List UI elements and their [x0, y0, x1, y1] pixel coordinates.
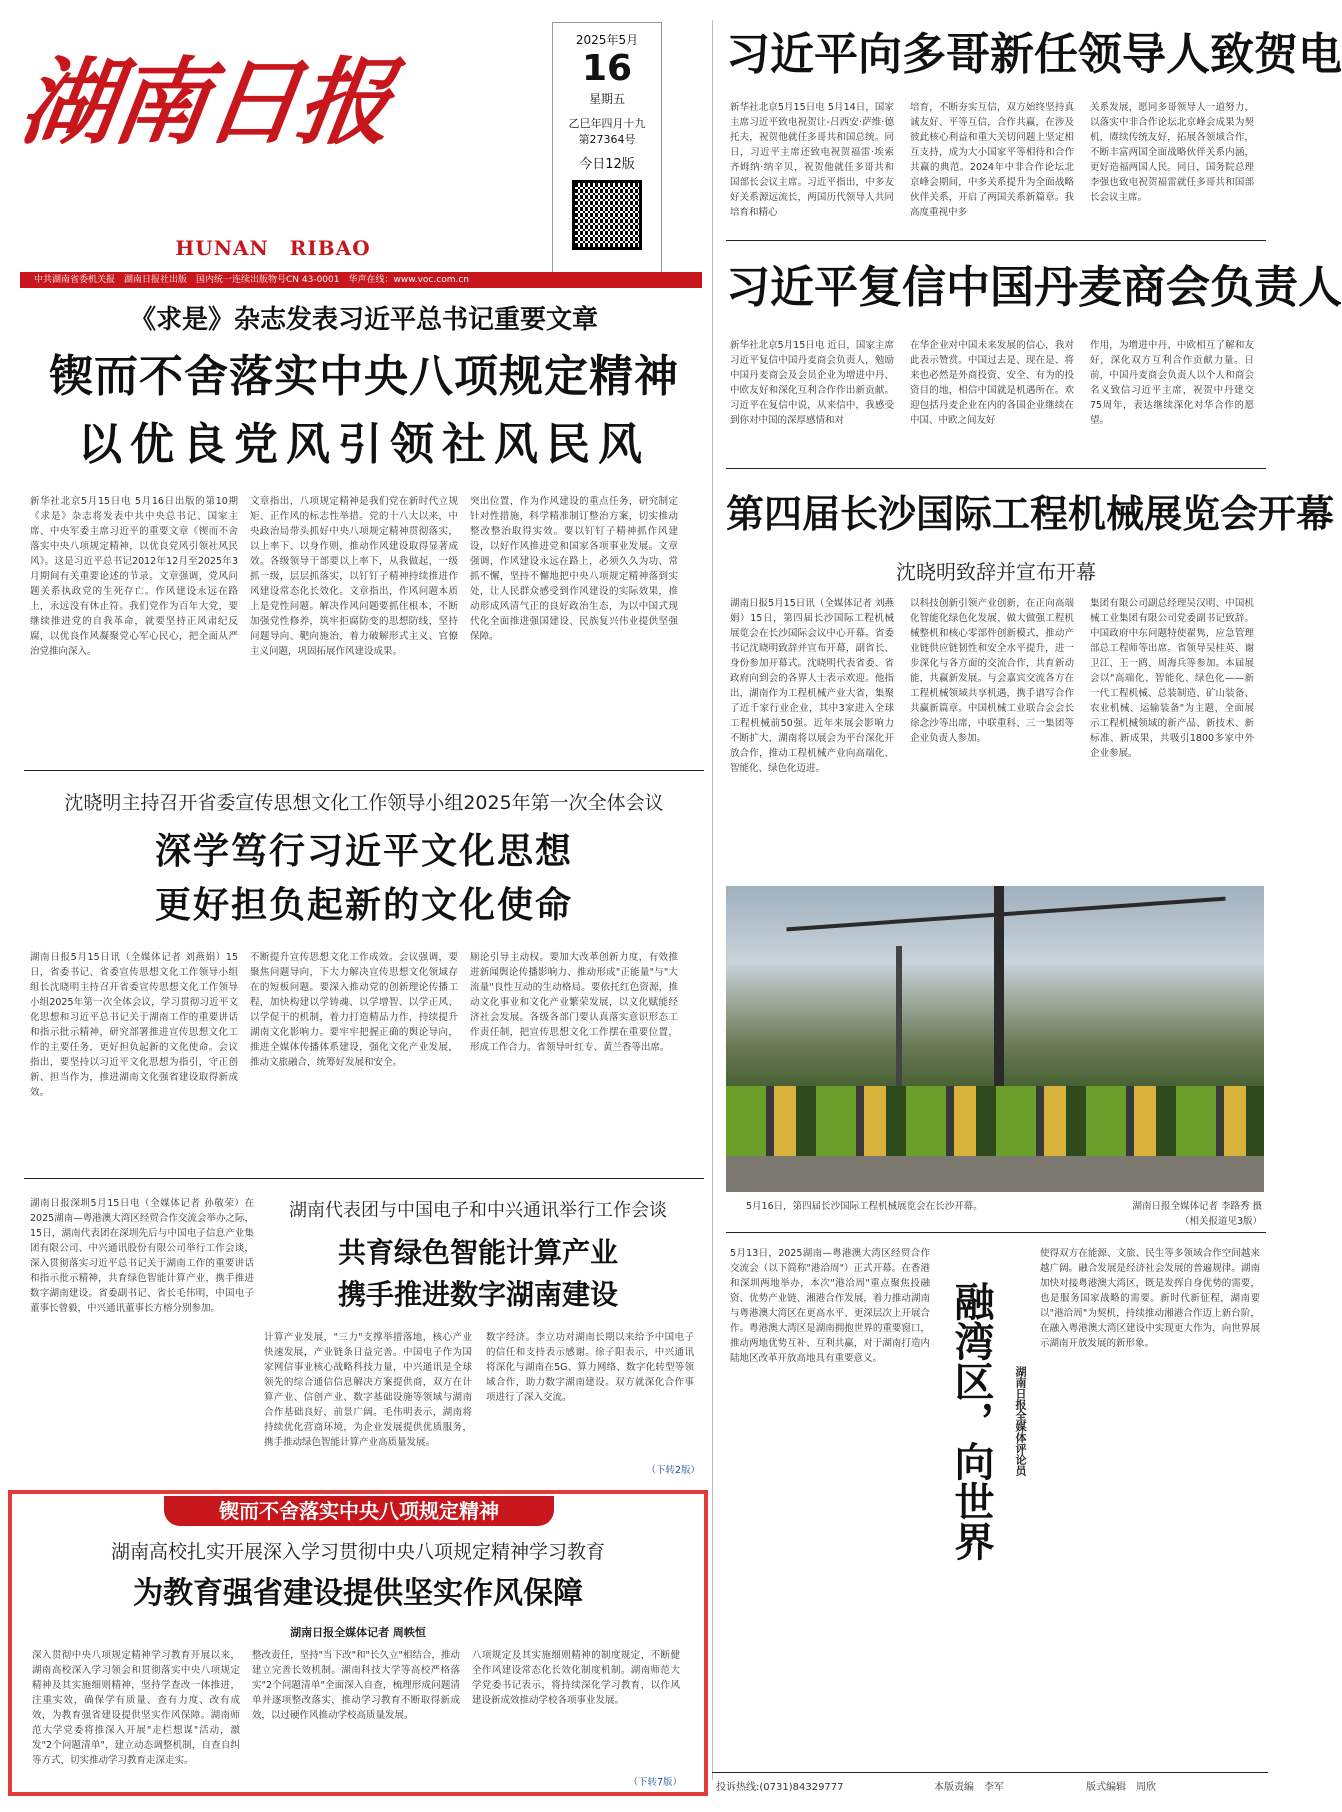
story1-col1: 新华社北京5月15日电 5月14日，国家主席习近平致电祝贺让-吕西安·萨维·德托夫，祝贺他就任多哥共和国总统。同日，习近平主席还致电祝贺福雷·埃索齐姆纳·纳辛贝，祝贺他就任多哥共和国部长会议主席。习近平指出，中多友好关系源远流长，两国历代领导人共同培育和精心	[730, 102, 894, 218]
story1-col2: 培育，不断夯实互信，双方始终坚持真诚友好、平等互信，合作共赢，在涉及彼此核心利益和重大关切问题上坚定相互支持，成为大小国家平等相待和合作共赢的典范。2024年中非合作论坛北京峰会期间，中多关系提升为全面战略伙伴关系，开启了两国关系新篇章。我高度重视中多	[910, 102, 1074, 218]
rule	[24, 770, 704, 771]
story6-title-line1: 共育绿色智能计算产业	[337, 1236, 618, 1269]
story7-continue[interactable]: （下转7版）	[628, 1777, 682, 1788]
story4-col3: 突出位置，作为作风建设的重点任务，研究制定针对性措施，科学精准制订整治方案，切实推动整改整治取得实效。要以钉钉子精神抓作风建设，以好作风推进党和国家各项事业发展。文章强调，作风建设永远在路上，必须久久为功、常抓不懈，坚持不懈地把中央八项规定精神落到实处，让人民群众感受到作风建设的实际效果，推动形成风清气正的良好政治生态，为以中国式现代化全面推进强国建设、民族复兴伟业提供坚强保障。	[470, 496, 678, 642]
crane-boom	[786, 897, 1225, 932]
story5-col2: 不断提升宣传思想文化工作成效。会议强调，要聚焦问题导向，下大力解决宣传思想文化领域存在的短板问题。要深入推动党的创新理论传播工程，加快构建以学铸魂、以学增智、以学正风、以学促干的机制，着力打造精品力作，持续提升湖南文化影响力。要牢牢把握正确的舆论导向，推进全媒体传播体系建设，强化文化产业发展，推动文旅融合，统筹好发展和安全。	[250, 952, 458, 1068]
lunar-date: 乙巳年四月十九	[568, 117, 646, 130]
newspaper-logo: 湖南日报	[14, 48, 398, 158]
expo-photo[interactable]	[726, 886, 1264, 1192]
story5-title-line2: 更好担负起新的文化使命	[154, 885, 573, 926]
story2-title: 习近平复信中国丹麦商会负责人	[726, 262, 1342, 313]
date-year-month: 2025年5月	[575, 33, 639, 47]
story4-col1: 新华社北京5月15日电 5月16日出版的第10期《求是》杂志将发表中共中央总书记、国家主席、中央军委主席习近平的重要文章《锲而不舍落实中央八项规定精神，以优良党风引领社风民风》。这是习近平总书记2012年12月至2025年3月期间有关重要论述的节录。文章强调，党风问题关系执政党的生死存亡。作风建设永远在路上，永远没有休止符。我们党作为百年大党，要继续推进党的自我革命，就要坚持正风肃纪反腐，以优良作风凝聚党心军心民心，把全面从严治党推向深入。	[30, 496, 238, 657]
story3-col2: 以科技创新引领产业创新，在正向高端化智能化绿色化发展、做大做强工程机械整机和核心零部件创新模式，推动产业链供应链韧性和安全水平提升，进一步深化与各方面的交流合作，共育新动能，共赢新发展。与会嘉宾交流各方在工程机械领域共享机遇，携手谱写合作共赢新篇章。中国机械工业联合会会长徐念沙等出席，中联重科、三一集团等企业负责人参加。	[910, 598, 1074, 744]
machinery-row	[726, 1086, 1264, 1156]
story7-banner: 锲而不舍落实中央八项规定精神	[164, 1496, 554, 1526]
rule	[24, 1178, 704, 1179]
story6-kicker: 湖南代表团与中国电子和中兴通讯举行工作会谈	[289, 1200, 667, 1221]
story6-col3: 数字经济。李立功对湖南长期以来给予中国电子的信任和支持表示感谢。徐子阳表示，中兴通讯将深化与湖南在5G、算力网络、数字化转型等领域合作，助力数字湖南建设。双方就深化合作事项进行了深入交流。	[486, 1332, 694, 1403]
story4-title-line2: 以优良党风引领社风民风	[78, 419, 650, 470]
photo-caption-left: 5月16日，第四届长沙国际工程机械展览会在长沙开幕。	[746, 1201, 983, 1212]
story7-kicker: 湖南高校扎实开展深入学习贯彻中央八项规定精神学习教育	[110, 1541, 605, 1563]
story6-col2: 计算产业发展，"三力"支撑举措落地，核心产业快速发展，产业链条日益完善。中国电子作为国家网信事业核心战略科技力量，中兴通讯是全球领先的综合通信信息解决方案提供商，双方在计算产业、信创产业、数字基础设施等领域与湖南合作基础良好，前景广阔。毛伟明表示，湖南将持续优化营商环境，为企业发展提供优质服务，携手推动绿色智能计算产业高质量发展。	[264, 1332, 472, 1448]
issue-number: 第27364号	[578, 133, 636, 146]
story8-byline: 湖南日报全媒体评论员	[1014, 1366, 1027, 1476]
photo-caption-note: （相关报道见3版）	[1179, 1216, 1262, 1227]
story5-kicker: 沈晓明主持召开省委宣传思想文化工作领导小组2025年第一次全体会议	[64, 792, 664, 814]
photo-caption-right: 湖南日报全媒体记者 李路秀 摄	[1132, 1201, 1262, 1212]
story3-title: 第四届长沙国际工程机械展览会开幕	[726, 492, 1335, 536]
publisher-bar	[20, 272, 702, 288]
story5-col3: 厕论引导主动权。要加大改革创新力度，有效推进新闻舆论传播影响力、推动形成"正能量"与"大流量"良性互动的生动格局。要依托红色资源，推动文化事业和文化产业繁荣发展，以文化赋能经济社会发展。各级各部门要认真落实意识形态工作责任制，把宣传思想文化工作摆在重要位置，形成工作合力。省领导叶红专、黄兰香等出席。	[470, 952, 678, 1053]
story7-col2: 整改责任，坚持"当下改"和"长久立"相结合，推动建立完善长效机制。湖南科技大学等高校严格落实"2个问题清单"全面深入自查，梳理形成问题清单并逐项整改落实，推动学习教育不断取得新成效，以过硬作风推动学校高质量发展。	[252, 1650, 460, 1721]
rule	[726, 1232, 1266, 1233]
footer-hotline: 投诉热线:(0731)84329777	[716, 1782, 844, 1793]
story2-col1: 新华社北京5月15日电 近日，国家主席习近平复信中国丹麦商会负责人，勉励中国丹麦商会及会员企业为增进中丹、中欧友好和深化互利合作作出新贡献。习近平在复信中说，从来信中，我感受到你对中国的深厚感情和对	[730, 340, 894, 426]
weekday: 星期五	[588, 92, 625, 106]
story4-kicker: 《求是》杂志发表习近平总书记重要文章	[129, 305, 598, 335]
story5-col1: 湖南日报5月15日讯（全媒体记者 刘燕娟）15日，省委书记、省委宣传思想文化工作领导小组组长沈晓明主持召开省委宣传思想文化工作领导小组2025年第一次全体会议，学习贯彻习近平文化思想和习近平总书记关于湖南工作的重要讲话和指示批示精神，研究部署推进宣传思想文化工作的主要任务，更好担负起新的文化使命。会议指出，要坚持以习近平文化思想为指引，守正创新、担当作为，推进湖南文化强省建设取得新成效。	[30, 952, 238, 1098]
column-divider	[712, 20, 713, 1780]
story2-col2: 在华企业对中国未来发展的信心，我对此表示赞赏。中国过去是、现在是、将来也必然是外商投资、安全、有为的投资目的地，相信中国就是机遇所在。欢迎包括丹麦企业在内的各国企业继续在中国、中欧之间友好	[910, 340, 1074, 426]
story7-col1: 深入贯彻中央八项规定精神学习教育开展以来，湖南高校深入学习领会和贯彻落实中央八项规定精神及其实施细则精神，坚持学查改一体推进，注重实效，确保学有质量、查有力度、改有成效，为教育强省建设提供坚实作风保障。湖南师范大学党委将推深入开展"走栏想谋"活动，激发"2个问题清单"，建立动态调整机制，自查自纠等方式，切实推动学习教育走深走实。	[32, 1650, 240, 1766]
qr-code[interactable]	[572, 180, 642, 250]
story6-title-line2: 携手推进数字湖南建设	[337, 1278, 618, 1311]
story6-col1: 湖南日报深圳5月15日电（全媒体记者 孙敬荣）在2025湖南—粤港澳大湾区经贸合作交流会举办之际，15日，湖南代表团在深圳先后与中国电子信息产业集团有限公司、中兴通讯股份有限公司举行工作会谈，深入贯彻落实习近平总书记关于湖南工作的重要讲话和指示批示精神，共育绿色智能计算产业，携手推进数字湖南建设。省委副书记、省长毛伟明，中国电子董事长曾毅，中兴通讯董事长方榕分别参加。	[30, 1198, 254, 1314]
story8-col2: 使得双方在能源、文旅、民生等多领域合作空间越来越广阔。融合发展是经济社会发展的普遍规律。湖南加快对接粤港澳大湾区，既是发挥自身优势的需要，也是服务国家战略的需要。新时代新征程，湖南要以"港洽周"为契机，持续推动湘港合作迈上新台阶，在融入粤港澳大湾区建设中实现更大作为，向世界展示湖南开放发展的新形象。	[1040, 1248, 1260, 1349]
footer-layout: 版式编辑 周欣	[1086, 1782, 1156, 1793]
story8-title: 融湾区，向世界	[948, 1281, 994, 1561]
publisher-line: 中共湖南省委机关报 湖南日报社出版 国内统一连续出版物号CN 43-0001 华声在线：www.voc.com.cn	[34, 275, 469, 285]
story3-col3: 集团有限公司副总经理吴汉明、中国机械工业集团有限公司党委副书记致辞。中国政府中东问题特使翟隽，应急管理部总工程师等出席。省领导吴桂英、谢卫江、王一鸥、周海兵等参加。本届展会以"高端化、智能化、绿色化——新一代工程机械、总装制造、矿山装备、农业机械、运输装备"为主题，全面展示工程机械领域的新产品、新技术、新标准、新成果，共吸引1800多家中外企业参展。	[1090, 598, 1254, 759]
story7-title: 为教育强省建设提供坚实作风保障	[133, 1576, 583, 1611]
story7-box	[8, 1490, 708, 1796]
footer-editor: 本版责编 李军	[934, 1782, 1004, 1793]
rule	[726, 468, 1266, 469]
rule	[726, 240, 1266, 241]
story1-title: 习近平向多哥新任领导人致贺电	[726, 29, 1342, 80]
newspaper-pinyin: HUNAN RIBAO	[175, 236, 371, 260]
story5-title-line1: 深学笃行习近平文化思想	[154, 831, 573, 872]
edition-count: 今日12版	[579, 157, 635, 172]
story7-byline: 湖南日报全媒体记者 周帙恒	[290, 1626, 426, 1639]
story1-col3: 关系发展，愿同多哥领导人一道努力，以落实中非合作论坛北京峰会成果为契机，赓续传统友好，拓展各领域合作，不断丰富两国全面战略伙伴关系内涵，更好造福两国人民。同日，国务院总理李强也致电祝贺福雷就任多哥共和国部长会议主席。	[1090, 102, 1254, 203]
date-box	[552, 22, 662, 276]
story7-col3: 八项规定及其实施细则精神的制度规定，不断健全作风建设常态化长效化制度机制。湖南师范大学党委书记表示，将持续深化学习教育，以作风建设新成效推动学校各项事业发展。	[472, 1650, 680, 1706]
date-day: 16	[581, 48, 633, 89]
story2-col3: 作用，为增进中丹、中欧相互了解和友好，深化双方互利合作贡献力量。日前，中国丹麦商会负责人以个人和商会名义致信习近平主席，祝贺中丹建交75周年，表达继续深化对华合作的愿望。	[1090, 340, 1254, 426]
story3-col1: 湖南日报5月15日讯（全媒体记者 刘燕娟）15日，第四届长沙国际工程机械展览会在长沙国际会议中心开幕。省委书记沈晓明致辞并宣布开幕，副省长、身份参加开幕式。沈晓明代表省委、省政府向到会的各界人士表示欢迎。他指出，湖南作为工程机械产业大省，集聚了近千家行业企业，其中3家进入全球工程机械前50强。近年来展会影响力不断扩大，湖南将以展会为平台深化开放合作，推动工程机械产业向高端化、智能化、绿色化迈进。	[730, 598, 894, 774]
story4-title-line1: 锲而不舍落实中央八项规定精神	[49, 351, 679, 402]
exhibition-ground	[726, 1156, 1264, 1192]
footer-rule	[712, 1772, 1268, 1773]
story3-subtitle: 沈晓明致辞并宣布开幕	[896, 560, 1096, 584]
story8-col1: 5月13日，2025湖南—粤港澳大湾区经贸合作交流会（以下简称"港洽周"）正式开幕。在香港和深圳两地举办，本次"港洽周"重点聚焦投融资、优势产业链、湘港合作发展，着力推动湖南与粤港澳大湾区在更高水平、更深层次上开展合作。粤港澳大湾区是湖南拥抱世界的重要窗口，推动两地优势互补、互利共赢，对于湖南打造内陆地区改革开放高地具有重要意义。	[730, 1248, 930, 1364]
story6-continue[interactable]: （下转2版）	[646, 1465, 700, 1476]
story4-col2: 文章指出，八项规定精神是我们党在新时代立规矩、正作风的标志性举措。党的十八大以来，中央政治局带头抓好中央八项规定精神贯彻落实，以上率下、以身作则，推动作风建设取得显著成效。各级领导干部要以上率下，从我做起，一级抓一级，层层抓落实，以钉钉子精神持续推进作风建设常态化长效化。文章指出，作风问题本质上是党性问题。解决作风问题要抓住根本，不断加强党性修养，筑牢拒腐防变的思想防线，坚持问题导向、靶向施治，着力破解形式主义、官僚主义问题，巩固拓展作风建设成果。	[250, 496, 458, 657]
